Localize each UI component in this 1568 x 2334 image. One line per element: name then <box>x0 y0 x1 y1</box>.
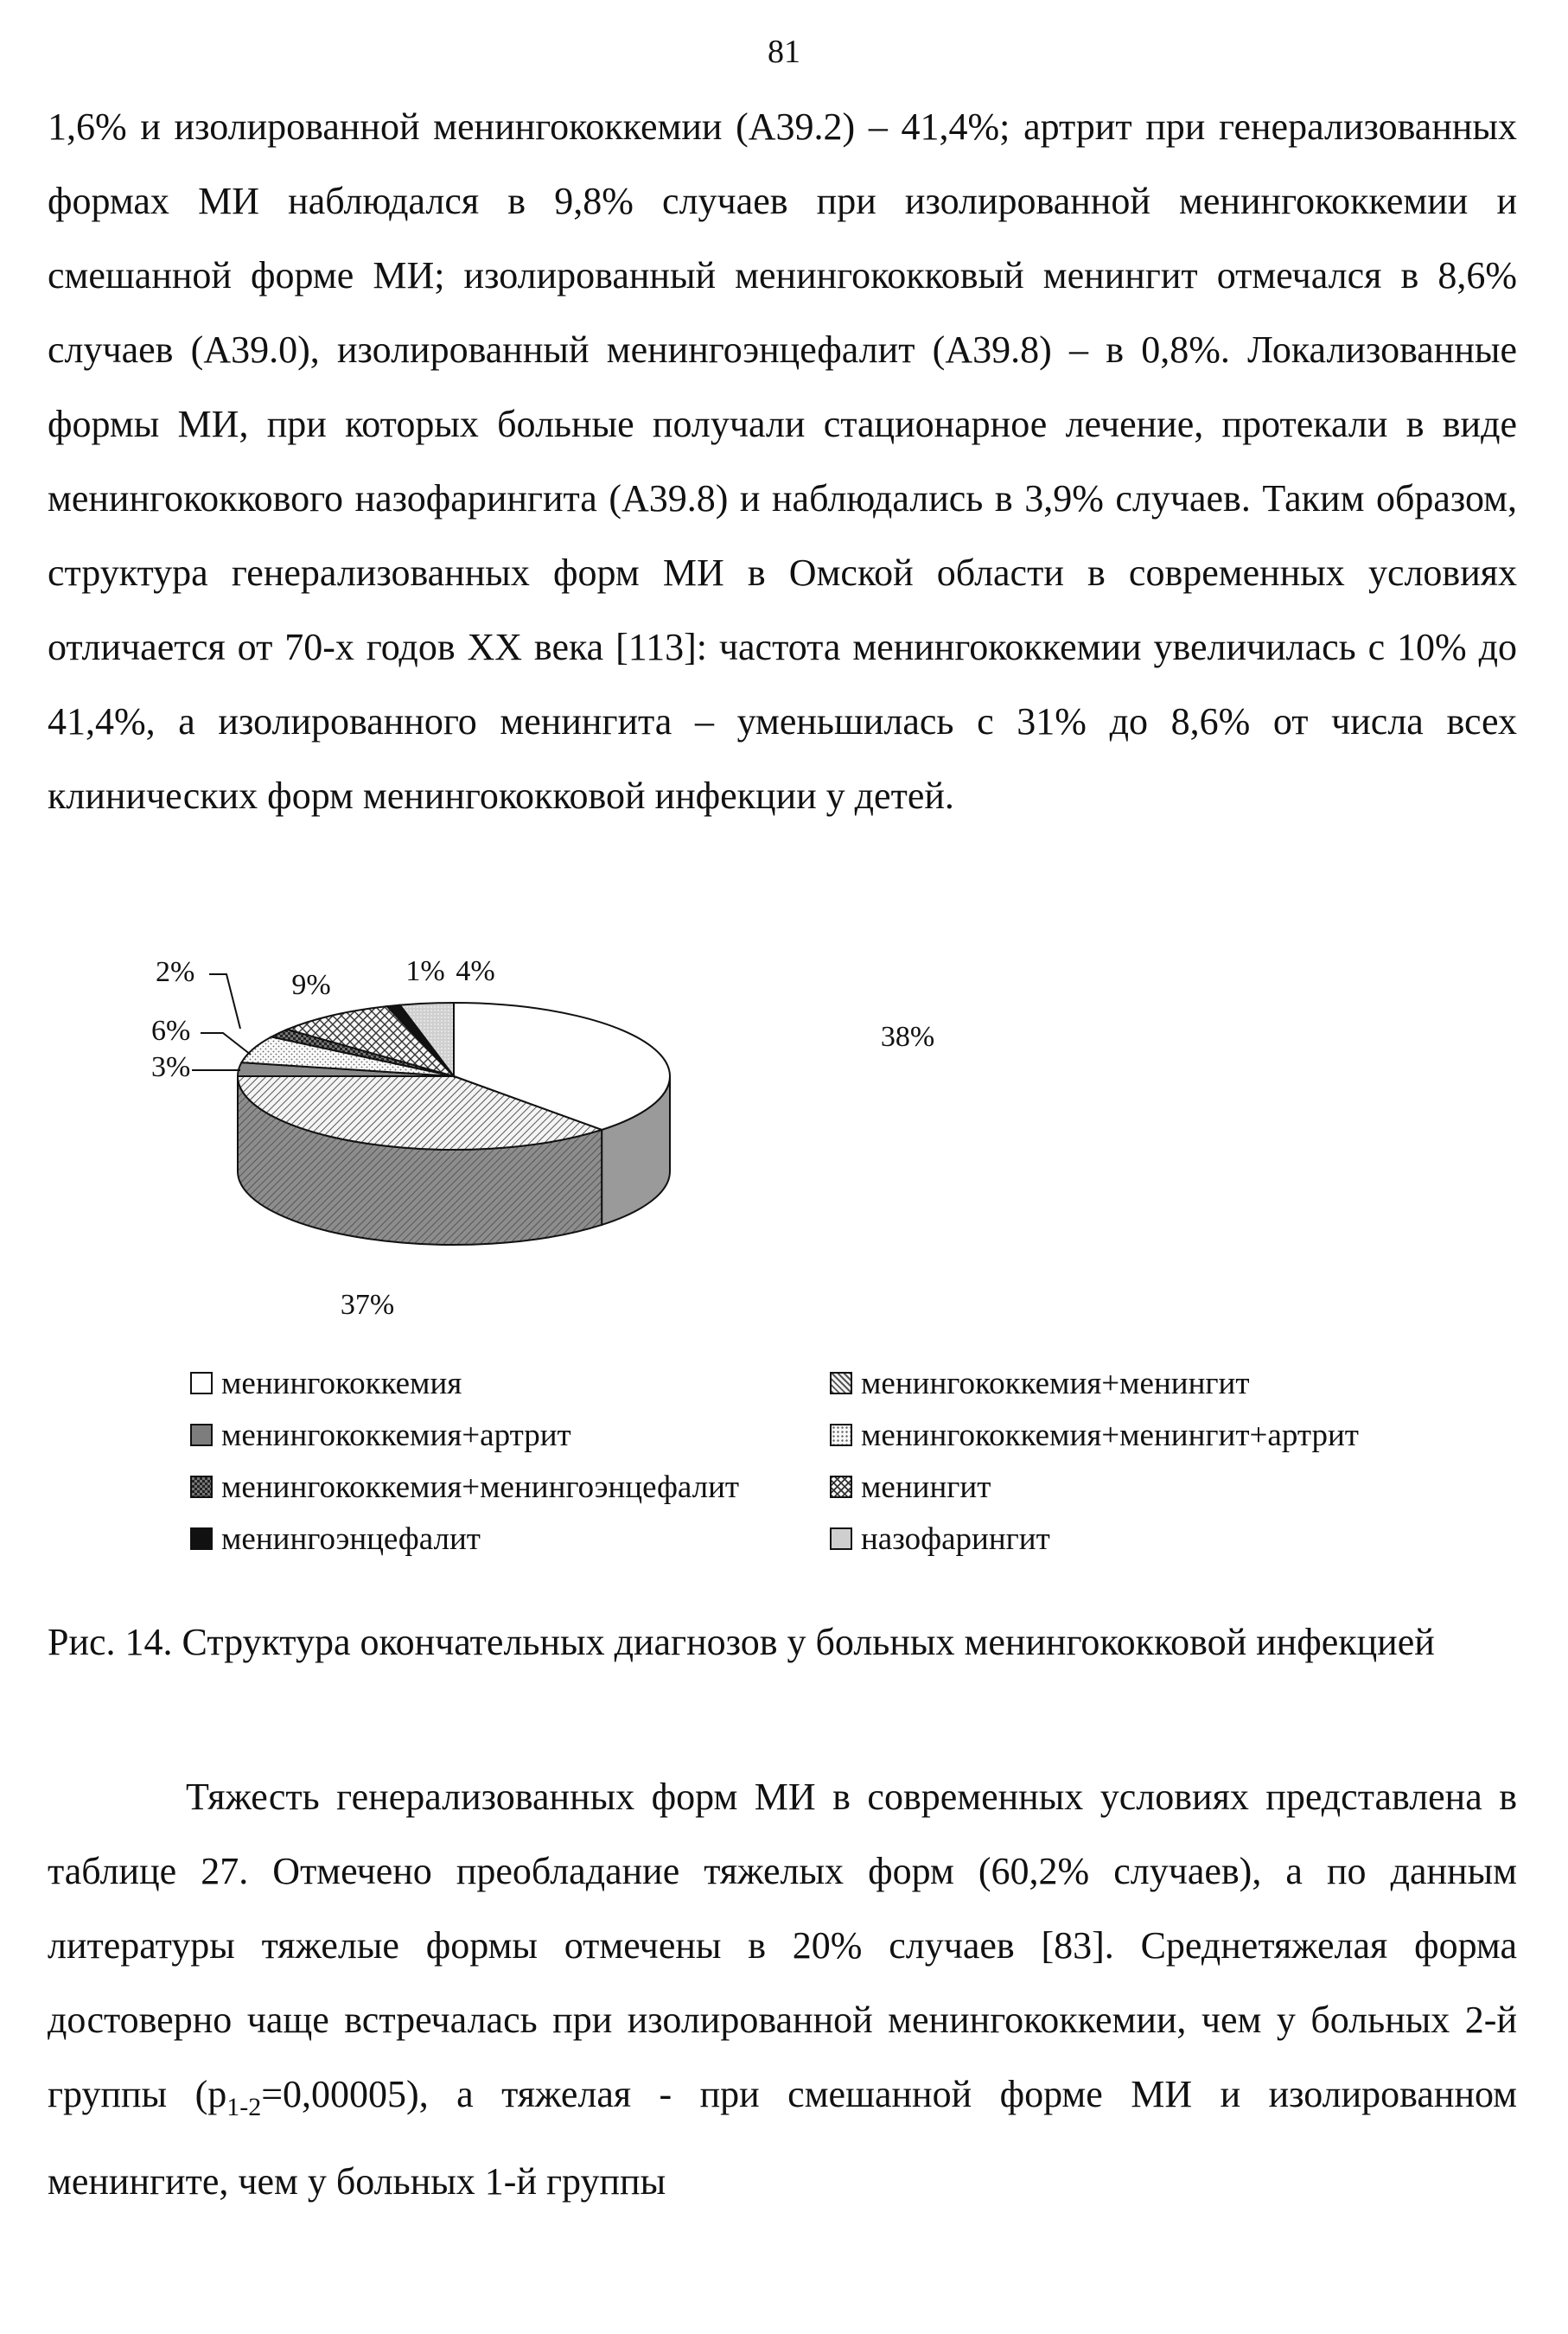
data-label-4: 6% <box>151 1015 191 1047</box>
legend-item-2 <box>830 1357 1444 1409</box>
legend-item-5 <box>190 1461 830 1513</box>
legend-label-8: назофарингит <box>861 1521 1050 1557</box>
legend-swatch-7 <box>190 1527 213 1550</box>
pie-chart-svg <box>130 934 994 1340</box>
data-label-6: 9% <box>291 969 331 1001</box>
legend-label-3: менингококкемия+артрит <box>221 1417 571 1453</box>
page-number: 81 <box>768 34 800 70</box>
label-leader-4 <box>201 1033 251 1055</box>
legend-swatch-8 <box>830 1527 852 1550</box>
body-paragraph-2 <box>48 1760 1517 2219</box>
data-label-1: 38% <box>880 1021 935 1053</box>
pie-tops <box>238 1003 670 1150</box>
chart-legend <box>190 1357 1444 1582</box>
caption-text: Структура окончательных диагнозов у больных менингококковой инфекцией <box>182 1621 1435 1663</box>
legend-swatch-3 <box>190 1424 213 1446</box>
legend-swatch-1 <box>190 1372 213 1394</box>
legend-swatch-5 <box>190 1476 213 1498</box>
body-paragraph-1: 1,6% и изолированной менингококкемии (А39.2) – 41,4%; артрит при генерализованных формах МИ наблюдался в 9,8% случаев при изолированной менингококкемии и смешанной форме МИ; изолированный менингококковый менингит отмечался в 8,6% случаев (А39.0), изолированный менингоэнцефалит (А39.8) – в 0,8%. Локализованные формы МИ, при которых больные получали стационарное лечение, протекали в виде менингококкового назофарингита (А39.8) и наблюдались в 3,9% случаев. Таким образом, структура генерализованных форм МИ в Омской области в современных условиях отличается от 70-х годов XX века [113]: частота менингококкемии увеличилась с 10% до 41,4%, а изолированного менингита – уменьшилась с 31% до 8,6% от числа всех клинических форм менингококковой инфекции у детей. <box>48 105 1517 817</box>
paragraph-2-part1: Тяжесть генерализованных форм МИ в современных условиях представлена в таблице 27. Отмечено преобладание тяжелых форм (60,2% случаев), а по данным литературы тяжелые формы отмечены в 20% случаев [83]. Среднетяжелая форма достоверно чаще встречалась при изолированной менингококкемии, чем у больных 2-й группы (р <box>48 1776 1517 2115</box>
legend-label-5: менингококкемия+менингоэнцефалит <box>221 1469 740 1505</box>
legend-label-7: менингоэнцефалит <box>221 1521 481 1557</box>
legend-item-4 <box>830 1409 1444 1461</box>
legend-item-1 <box>190 1357 830 1409</box>
legend-item-3 <box>190 1409 830 1461</box>
p-value-subscript: 1-2 <box>226 2092 262 2121</box>
data-label-8: 4% <box>456 955 495 987</box>
data-label-7: 1% <box>405 955 445 987</box>
legend-swatch-2 <box>830 1372 852 1394</box>
label-leader-5 <box>209 974 240 1029</box>
data-label-2: 37% <box>340 1289 395 1321</box>
figure-caption <box>48 1618 1517 1667</box>
legend-item-6 <box>830 1461 1444 1513</box>
legend-item-8 <box>830 1513 1444 1565</box>
legend-label-2: менингококкемия+менингит <box>861 1365 1250 1401</box>
data-label-5: 2% <box>156 956 195 988</box>
legend-swatch-6 <box>830 1476 852 1498</box>
paragraph-2-part2: =0,00005), а тяжелая - при смешанной форме МИ и изолированном менингите, чем у больных 1-й группы <box>48 2073 1517 2203</box>
legend-swatch-4 <box>830 1424 852 1446</box>
legend-item-7 <box>190 1513 830 1565</box>
legend-label-4: менингококкемия+менингит+артрит <box>861 1417 1359 1453</box>
legend-label-6: менингит <box>861 1469 991 1505</box>
pie-chart <box>130 934 994 1340</box>
data-label-3: 3% <box>151 1051 191 1083</box>
caption-prefix: Рис. 14. <box>48 1621 173 1663</box>
legend-label-1: менингококкемия <box>221 1365 462 1401</box>
